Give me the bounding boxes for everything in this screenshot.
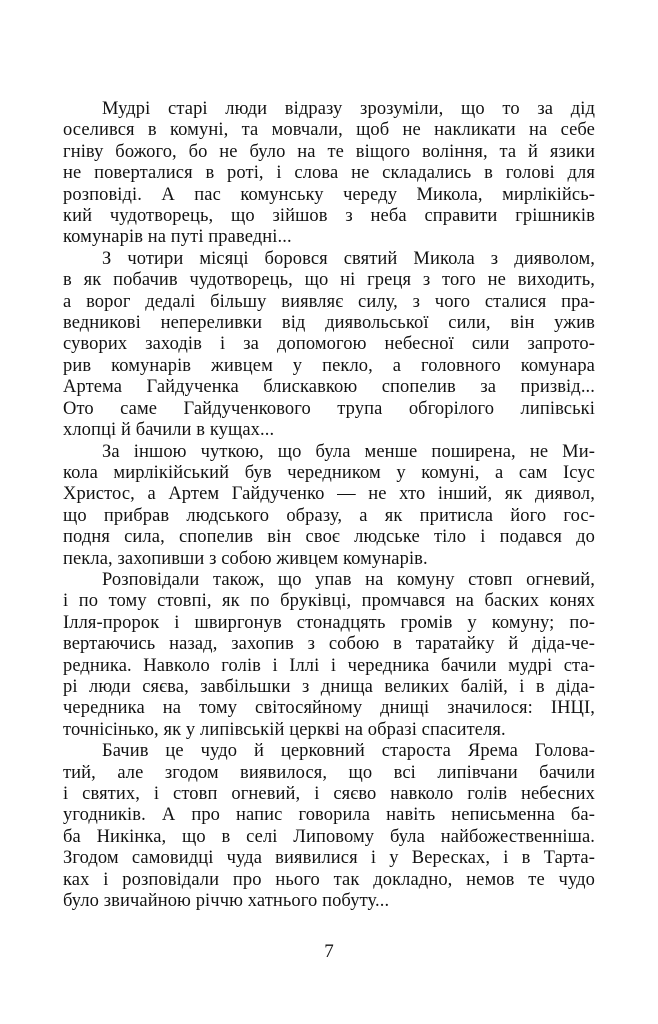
text-line: точнісінько, як у липівській церкві на образі спасителя. [63, 719, 506, 740]
text-line: Артема Гайдученка блискавкою спопелив за призвід... [63, 377, 595, 398]
text-line: оселився в комуні, та мовчали, щоб не накликати на себе [63, 120, 595, 141]
text-line: кола мирлікійський був чередником у комуні, а сам Ісус [63, 462, 595, 483]
text-line: Згодом самовидці чуда виявилися і у Вересках, і в Тарта- [63, 848, 595, 869]
text-line: ведникові непереливки від диявольської сили, він ужив [63, 313, 595, 334]
text-line: Бачив це чудо й церковний староста Ярема Голова- [102, 741, 595, 762]
text-line: За іншою чуткою, що була менше поширена, не Ми- [102, 441, 595, 462]
text-line: рив комунарів живцем у пекло, а головного комунара [63, 355, 595, 376]
body-text [63, 99, 595, 912]
text-line: угодників. А про напис говорила навіть неписьменна ба- [63, 805, 595, 826]
text-line: в як побачив чудотворець, що ні греця з того не виходить, [63, 270, 595, 291]
text-line: розповіді. А пас комунську череду Микола, мирлікійсь- [63, 184, 595, 205]
text-line: і святих, і стовп огневий, і сяєво навколо голів небесних [63, 784, 595, 804]
text-line: не поверталися в роті, і слова не складались в голові для [63, 163, 595, 184]
text-line: Розповідали також, що упав на комуну стовп огневий, [102, 569, 595, 590]
paragraph-4 [63, 570, 595, 741]
text-line: Ілля-пророк і швиргонув стонадцять громів у комуну; по- [63, 612, 595, 633]
text-line: кий чудотворець, що зійшов з неба справити грішників [63, 206, 595, 227]
text-line: гніву божого, бо не було на те віщого воління, та й язики [63, 141, 595, 162]
text-line: З чотири місяці боровся святий Микола з дияволом, [102, 248, 595, 269]
text-line: Мудрі старі люди відразу зрозуміли, що то за дід [102, 99, 595, 119]
paragraph-5 [63, 741, 595, 912]
text-line: було звичайною річчю хатнього побуту... [63, 891, 390, 912]
text-line: хлопці й бачили в кущах... [63, 420, 275, 441]
text-line: комунарів на путі праведні... [63, 227, 292, 248]
text-line: і по тому стовпі, як по бруківці, промчався на баских конях [63, 591, 595, 612]
text-line: що прибрав людського образу, а як притисла його гос- [63, 505, 595, 526]
text-line: ба Никінка, що в селі Липовому була найбожественніша. [63, 826, 595, 847]
text-line: рі люди сяєва, завбільшки з днища великих балій, і в діда- [63, 676, 595, 697]
text-line: ках і розповідали про нього так докладно, немов те чудо [63, 869, 595, 890]
paragraph-1 [63, 99, 595, 249]
text-line: суворих заходів і за допомогою небесної сили запрото- [63, 334, 595, 355]
text-line: подня сила, спопелив він своє людське тіло і подався до [63, 527, 595, 548]
paragraph-3 [63, 442, 595, 570]
paragraph-2 [63, 249, 595, 442]
page-number: 7 [324, 941, 334, 962]
text-line: вертаючись назад, захопив з собою в таратайку й діда-че- [63, 634, 595, 655]
text-line: Христос, а Артем Гайдученко — не хто інший, як диявол, [63, 484, 595, 505]
text-line: а ворог дедалі більшу виявляє силу, з чого сталися пра- [63, 291, 595, 312]
text-line: тий, але згодом виявилося, що всі липівчани бачили [63, 762, 595, 783]
text-line: Ото саме Гайдученкового трупа обгорілого липівські [63, 398, 595, 419]
text-line: чередника на тому світосяйному днищі значилося: ІНЦІ, [63, 698, 595, 719]
text-line: пекла, захопивши з собою живцем комунарів. [63, 548, 428, 569]
text-line: редника. Навколо голів і Іллі і чередника бачили мудрі ста- [63, 655, 595, 676]
